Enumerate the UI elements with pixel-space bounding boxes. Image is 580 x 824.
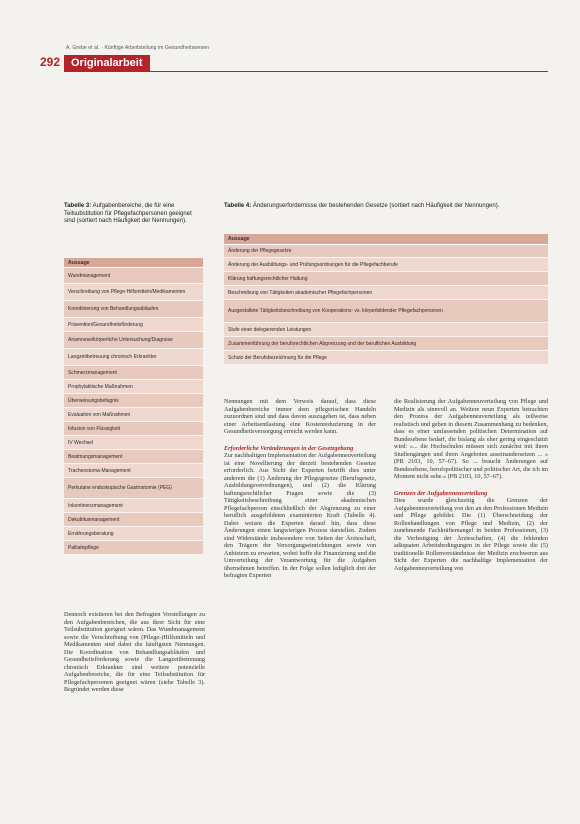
table3-row: Prävention/Gesundheitsförderung <box>64 318 203 332</box>
running-head: A. Grebe et al. · Künftige Arbeitsteilung im Gesundheitswesen <box>66 45 210 51</box>
body-paragraph: Dennoch existieren bei den Befragten Vorstellungen zu den Aufgabenbereichen, die aus ihrer Sicht für eine Teilsubstitution geeignet wären. Das Wundmanagement sowie die Verschreibung von (Pflege-)Hilfsmitteln und Medikamenten sind dabei die häufigsten Nennungen. Die Koordination von Behandlungsabläufen und Gesundheitsförderung sowie die Langzeitbetreuung chronisch Erkrankter sind weitere potenzielle Aufgabenbereiche, die für eine Teilsubstitution für Pflegefachpersonen geeignet wären (siehe Tabelle 3). Begründet werden diese <box>64 611 205 693</box>
table4-row: Schutz der Berufsbezeichnung für die Pflege <box>224 351 548 365</box>
table4-row: Zusammenführung der berufsrechtlichen Abgrenzung und der beruflichen Ausbildung <box>224 337 548 351</box>
table3-row: Dekubitusmanagement <box>64 513 203 527</box>
body-column-left <box>64 611 205 694</box>
table3-row: Prophylaktische Maßnahmen <box>64 380 203 394</box>
table3-row: Infusion von Flüssigkeit <box>64 422 203 436</box>
header-rule <box>64 71 548 72</box>
table4-row: Beschreibung von Tätigkeiten akademischer Pflegefachpersonen <box>224 286 548 300</box>
table3-row: Tracheostoma-Management <box>64 464 203 478</box>
body-column-right <box>394 398 548 572</box>
table3-row: Perkutane endoskopische Gastrostomie (PEG) <box>64 478 203 499</box>
table3-row: Evaluation von Maßnahmen <box>64 408 203 422</box>
table4 <box>224 234 548 365</box>
subheading: Erforderliche Veränderungen in der Gesetzgebung <box>224 444 354 452</box>
table3-caption-label: Tabelle 3: <box>64 203 92 209</box>
table3-caption-text: Aufgabenbereiche, die für eine Teilsubstitution für Pflegefachpersonen geeignet sind (sortiert nach Häufigkeit der Nennungen). <box>64 203 192 225</box>
table3-row: Schmerzmanagement <box>64 366 203 380</box>
table4-row: Stufe einer delegierenden Leistungen <box>224 323 548 337</box>
body-paragraph: die Realisierung der Aufgabenneuverteilung von Pflege und Medizin als sinnvoll an. Weitere neun Experten betrachten den Prozess der Aufgabenneuverteilung als teilweise realistisch und geben in diesem Zusammenhang zu bedenken, dass es einer umfassenden politischen Determination auf Bundesebene bedarf, die bislang als eher gering eingeschätzt wird: »... die Hochschulen müssen sich zunächst mit ihren Studiengängen und ihren Angeboten auseinandersetzen ... « (PB 2103, 10, 57–67). So ... braucht Änderungen auf Bundesebene, berufspolitischer und politischer Art, die ich im Moment nicht sehe.« (PB 2103, 10, 57–67). <box>394 398 548 480</box>
table3-row: Langzeitbetreuung chronisch Erkrankter <box>64 349 203 366</box>
table3-row: Wundmanagement <box>64 268 203 284</box>
table4-caption-label: Tabelle 4: <box>224 203 252 209</box>
body-column-middle <box>224 398 376 580</box>
body-paragraph: Zur nachhaltigen Implementation der Aufgabenneuverteilung ist eine Novellierung der derzeit bestehenden Gesetze erforderlich. Aus Sicht der Experten betrifft dies unter anderem die (1) Änderung der Pflegegesetze (Berufsgesetz, Ausbildungsverordnungen), und (2) die Klärung haftungsrechtlicher Fragen sowie die (3) Tätigkeitsbeschreibung einer akademischen Pflegefachperson einschließlich der Abgrenzung zu einer beruflich ausgebildeten examinierten Kraft (Tabelle 4). Dabei weisen die Experten darauf hin, dass diese Änderungen einen langwierigen Prozess darstellen. Zudem sind Widerstände insbesondere von Seiten der Ärzteschaft, den Trägern der Versorgungseinrichtungen sowie von Anbietern zu erwarten, wobei hoffe die Finanzierung und die Umverteilung der Verantwortung für die Aufgaben übernehmen betreffen. In der Folge sollen lediglich drei der befragten Experten <box>224 452 376 579</box>
body-paragraph: Dies wurde gleichzeitig die Grenzen der Aufgabenneuverteilung von den an den Professionen Medizin und Pflege gebildet. Die (1) Überschneidung der Rollenhandlungen von Pflege und Medizin, (2) der zunehmende Fachkräftemangel in beiden Professionen, (3) die Verfestigung der Ärzteschaften, (4) die fehlenden adäquaten Arbeitsbedingungen in der Pflege sowie die (5) traditionelle Rollenverständnisse der Medizin erschweren aus Sicht der Experten die nachhaltige Implementation der Aufgabenneuverteilung von <box>394 497 548 572</box>
table4-caption <box>224 203 548 211</box>
section-label: Originalarbeit <box>64 55 150 71</box>
table4-caption-text: Änderungserfordernisse der bestehenden Gesetze (sortiert nach Häufigkeit der Nennungen). <box>252 203 500 209</box>
table3-header: Aussage <box>64 258 203 268</box>
table3-row: Anamnese/körperliche Untersuchung/Diagnose <box>64 332 203 349</box>
table4-row: Klärung haftungsrechtlicher Haltung <box>224 272 548 286</box>
table4-header: Aussage <box>224 234 548 245</box>
page-number: 292 <box>40 55 61 69</box>
table4-row: Änderung der Pflegegesetze <box>224 245 548 258</box>
table3-row: Inkontinenzmanagement <box>64 499 203 513</box>
table4-row: Änderung der Ausbildungs- und Prüfungsordnungen für die Pflegefachberufe <box>224 258 548 272</box>
table3-row: IV Wechsel <box>64 436 203 450</box>
table4-row: Ausgestaltete Tätigkeitsbeschreibung von Kooperations- vs. körperbildender Pflegefachpersonen <box>224 300 548 323</box>
table3 <box>64 258 203 555</box>
table3-caption <box>64 203 204 226</box>
body-paragraph: Nennungen mit dem Verweis darauf, dass diese Aufgabenbereiche immer dem pflegerischen Handeln zuzuordnen sind und dass davon auszugehen ist, dass neben einer Arbeitsentlastung eine Kostenreduzierung in der Gesundheitsversorgung erreicht werden kann. <box>224 398 376 435</box>
table3-row: Überweisungsbefugnis <box>64 394 203 408</box>
table3-row: Ernährungsberatung <box>64 527 203 541</box>
table3-row: Verschreibung von Pflege-Hilfsmitteln/Medikamenten <box>64 284 203 301</box>
table3-row: Palliativpflege <box>64 541 203 555</box>
table3-row: Koordinierung von Behandlungsabläufen <box>64 301 203 318</box>
table3-row: Beatmungsmanagement <box>64 450 203 464</box>
subheading: Grenzen der Aufgabenneuverteilung <box>394 489 488 497</box>
